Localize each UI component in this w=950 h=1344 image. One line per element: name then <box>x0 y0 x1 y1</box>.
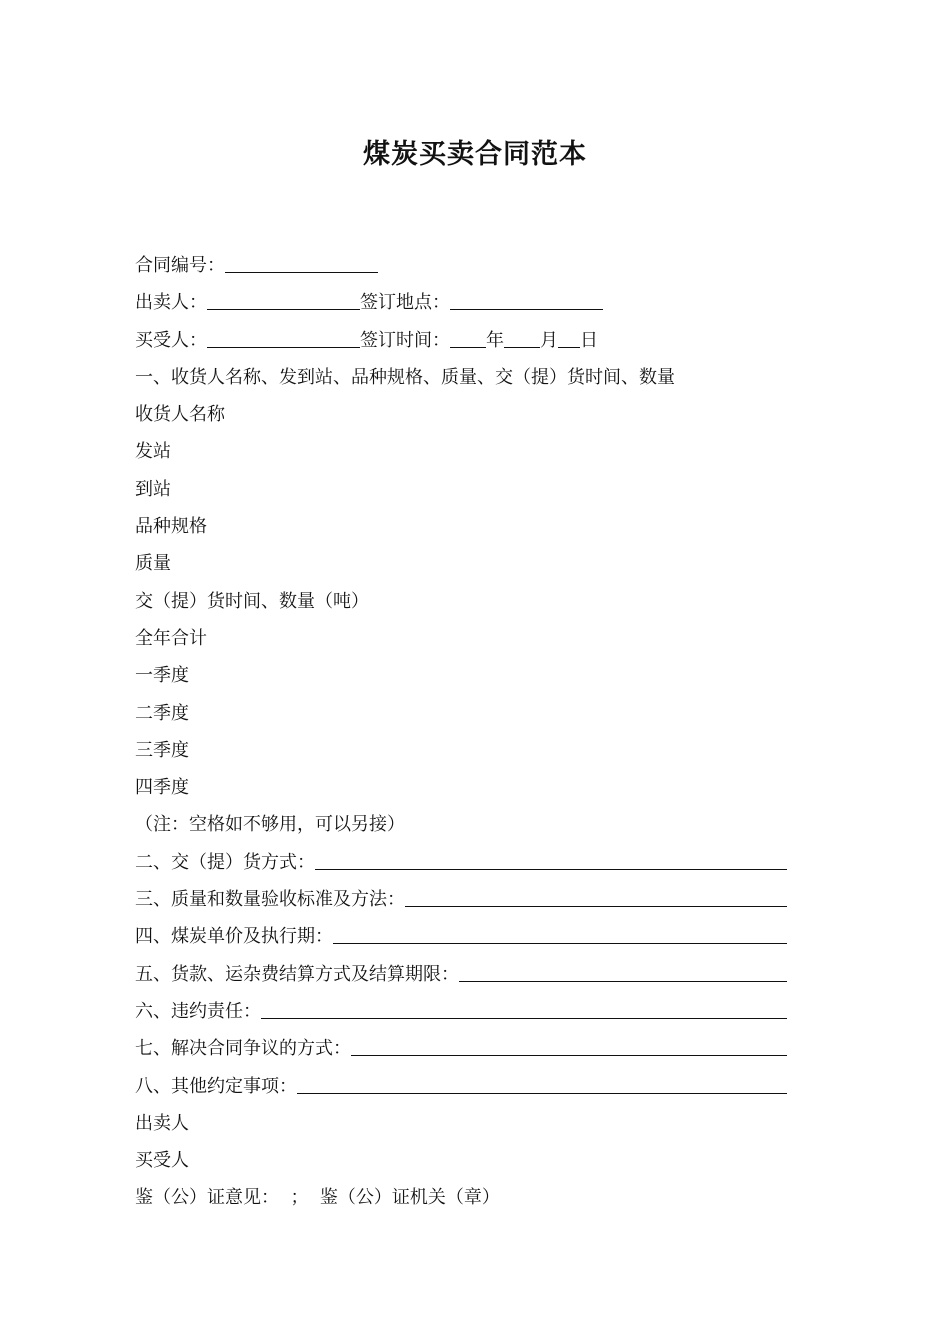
buyer-blank[interactable] <box>207 329 360 348</box>
clause-label: 三、质量和数量验收标准及方法： <box>135 889 405 911</box>
clause-line <box>135 844 795 881</box>
section1-heading: 一、收货人名称、发到站、品种规格、质量、交（提）货时间、数量 <box>135 366 675 388</box>
section1-item: 三季度 <box>135 739 189 761</box>
contract-no-line <box>135 247 795 284</box>
contract-no-label: 合同编号： <box>135 255 225 276</box>
clause-line <box>135 956 795 993</box>
year-label: 年 <box>486 329 504 351</box>
clause-blank[interactable] <box>351 1037 787 1056</box>
buyer-label: 买受人： <box>135 329 207 351</box>
document-title: 煤炭买卖合同范本 <box>363 139 587 170</box>
seller-blank[interactable] <box>207 291 360 310</box>
buyer-line <box>135 322 795 359</box>
clause-label: 四、煤炭单价及执行期： <box>135 926 333 948</box>
sign-place-blank[interactable] <box>450 291 603 310</box>
clause-line <box>135 1068 795 1105</box>
clause-label: 七、解决合同争议的方式： <box>135 1038 351 1060</box>
section1-item: 发站 <box>135 441 171 463</box>
clause-label: 八、其他约定事项： <box>135 1075 297 1097</box>
sign-time-label: 签订时间： <box>360 329 450 351</box>
clause-blank[interactable] <box>459 963 787 982</box>
section1-item: 交（提）货时间、数量（吨） <box>135 590 369 612</box>
section1-item: 到站 <box>135 478 171 500</box>
clause-blank[interactable] <box>405 888 787 907</box>
section1-item: 一季度 <box>135 665 189 687</box>
month-blank[interactable] <box>504 329 540 348</box>
clause-label: 五、货款、运杂费结算方式及结算期限： <box>135 963 459 985</box>
section1-item: 二季度 <box>135 702 189 724</box>
contract-no-blank[interactable] <box>225 254 378 273</box>
sign-place-label: 签订地点： <box>360 292 450 314</box>
section1-item: 品种规格 <box>135 516 207 538</box>
clause-line <box>135 918 795 955</box>
section1-item: 全年合计 <box>135 627 207 649</box>
seller-signature: 出卖人 <box>135 1112 189 1134</box>
section1-item: 四季度 <box>135 777 189 799</box>
section1-item: 质量 <box>135 553 171 575</box>
contract-body <box>135 247 795 1217</box>
seller-label: 出卖人： <box>135 292 207 314</box>
clause-label: 六、违约责任： <box>135 1000 261 1022</box>
day-label: 日 <box>580 329 598 351</box>
notary-line: 鉴（公）证意见： ； 鉴（公）证机关（章） <box>135 1187 500 1209</box>
clause-blank[interactable] <box>297 1075 787 1094</box>
clause-line <box>135 993 795 1030</box>
clause-blank[interactable] <box>333 925 787 944</box>
year-blank[interactable] <box>450 329 486 348</box>
clause-label: 二、交（提）货方式： <box>135 851 315 873</box>
section1-note: （注：空格如不够用，可以另接） <box>135 814 405 836</box>
month-label: 月 <box>540 329 558 351</box>
day-blank[interactable] <box>558 329 580 348</box>
section1-item: 收货人名称 <box>135 404 225 426</box>
seller-line <box>135 284 795 321</box>
clause-blank[interactable] <box>315 851 787 870</box>
clause-blank[interactable] <box>261 1000 787 1019</box>
clause-line <box>135 1030 795 1067</box>
buyer-signature: 买受人 <box>135 1150 189 1172</box>
clause-line <box>135 881 795 918</box>
